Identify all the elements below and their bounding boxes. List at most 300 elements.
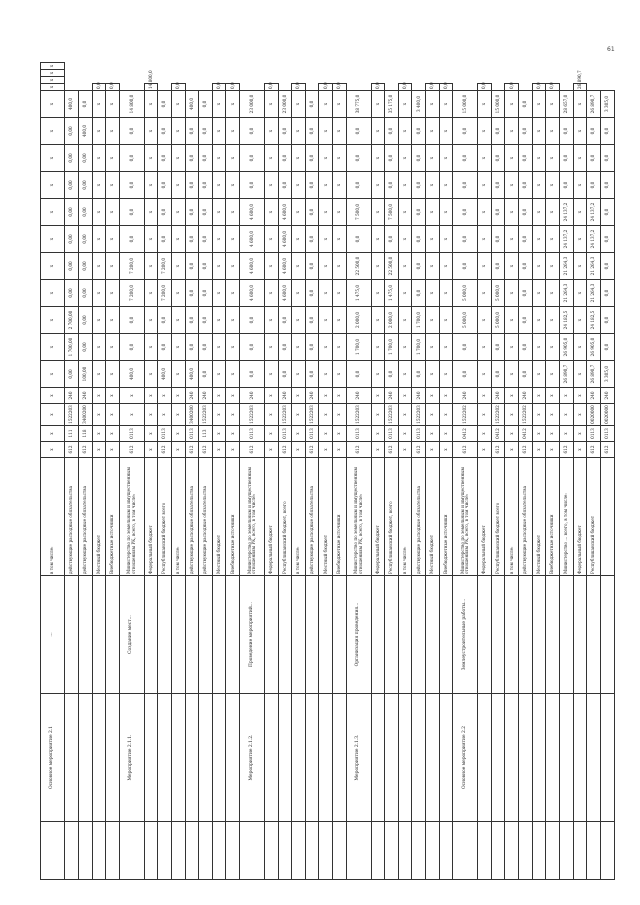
table-cell: х <box>144 199 158 226</box>
table-cell: х <box>264 172 278 199</box>
table-cell: 0,0 <box>519 172 533 199</box>
table-cell: 0,0 <box>106 84 120 91</box>
table-cell <box>398 694 412 822</box>
table-cell: 1522203 <box>305 404 319 426</box>
table-row <box>371 63 385 880</box>
table-cell: х <box>439 361 453 388</box>
table-cell: х <box>292 199 306 226</box>
table-cell <box>199 576 213 694</box>
table-cell: х <box>371 226 385 253</box>
table-cell: 0,00 <box>65 199 79 226</box>
table-cell: х <box>398 91 412 118</box>
table-cell: 0113 <box>185 426 199 442</box>
table-cell <box>505 576 519 694</box>
table-cell: х <box>333 145 347 172</box>
table-cell: 0,0 <box>185 145 199 172</box>
table-cell: 0,00 <box>65 280 79 307</box>
table-cell: 0,0 <box>305 226 319 253</box>
table-cell: х <box>478 199 492 226</box>
page-number: 61 <box>607 46 615 53</box>
table-cell: 0,0 <box>240 172 265 199</box>
table-cell: 0,0 <box>199 199 213 226</box>
table-cell: х <box>92 361 106 388</box>
table-cell <box>505 822 519 880</box>
table-cell: 0,0 <box>199 145 213 172</box>
table-cell: 0,0 <box>278 334 292 361</box>
table-cell: 22 500,0 <box>385 253 399 280</box>
table-cell: 24 182,5 <box>587 307 601 334</box>
table-row <box>573 63 587 880</box>
table-cell <box>264 822 278 880</box>
table-cell: х <box>532 199 546 226</box>
table-cell: 0,0 <box>453 361 478 388</box>
table-cell <box>426 576 440 694</box>
table-cell: 0,0 <box>199 307 213 334</box>
table-row <box>199 63 213 880</box>
table-cell: 0,0 <box>385 118 399 145</box>
table-cell: х <box>292 145 306 172</box>
table-cell <box>426 694 440 822</box>
table-cell: х <box>333 426 347 442</box>
table-cell <box>278 694 292 822</box>
table-cell: 0412 <box>519 426 533 442</box>
table-cell: х <box>319 280 333 307</box>
table-cell: 0,0 <box>305 280 319 307</box>
table-cell: 2 000,0 <box>346 307 371 334</box>
table-cell: х <box>212 442 226 458</box>
table-cell: х <box>171 334 185 361</box>
table-row <box>532 63 546 880</box>
table-row <box>144 63 158 880</box>
table-cell: 0,0 <box>185 253 199 280</box>
table-cell: 0,0 <box>264 84 278 91</box>
table-cell: 0,0 <box>519 334 533 361</box>
table-cell <box>92 576 106 694</box>
table-cell: х <box>426 388 440 404</box>
table-cell: х <box>41 388 65 404</box>
table-cell <box>199 822 213 880</box>
table-cell: 0,0 <box>199 280 213 307</box>
table-cell: х <box>92 334 106 361</box>
table-cell: 0,00 <box>65 226 79 253</box>
table-cell: х <box>426 118 440 145</box>
table-cell <box>212 694 226 822</box>
table-cell: х <box>439 388 453 404</box>
table-cell: х <box>532 253 546 280</box>
table-cell: 0,00 <box>78 145 92 172</box>
table-cell: х <box>426 442 440 458</box>
table-cell: 0,0 <box>519 199 533 226</box>
table-cell: 0,00 <box>78 334 92 361</box>
table-cell <box>600 694 614 822</box>
table-cell: х <box>144 172 158 199</box>
table-cell: 612 <box>519 442 533 458</box>
table-cell: 0,0 <box>412 199 426 226</box>
table-cell: х <box>439 426 453 442</box>
table-cell: Местный бюджет <box>212 458 226 576</box>
table-cell: в том числе: <box>292 458 306 576</box>
table-cell: х <box>41 91 65 118</box>
table-cell: х <box>371 199 385 226</box>
table-cell: Министерство по земельным и имущественным отношениям РК, всего, в том числе: <box>240 458 265 576</box>
table-cell: 612 <box>278 442 292 458</box>
table-cell: 0,0 <box>519 91 533 118</box>
table-cell: 3 400,0 <box>412 91 426 118</box>
table-cell: 0,0 <box>305 307 319 334</box>
table-cell: х <box>426 145 440 172</box>
table-cell: х <box>333 226 347 253</box>
table-cell: х <box>41 280 65 307</box>
table-cell <box>532 694 546 822</box>
table-cell: 0,0 <box>587 172 601 199</box>
table-cell: действующие расходные обязательства <box>519 458 533 576</box>
table-cell: х <box>398 361 412 388</box>
table-cell: х <box>92 307 106 334</box>
table-cell: х <box>333 118 347 145</box>
table-cell: 0,0 <box>371 84 385 91</box>
table-cell: 400,0 <box>185 91 199 118</box>
table-row <box>292 63 306 880</box>
table-cell: 0,0 <box>333 84 347 91</box>
table-cell: 0,0 <box>600 253 614 280</box>
table-cell: 0,0 <box>587 145 601 172</box>
table-cell: х <box>171 442 185 458</box>
table-cell <box>171 694 185 822</box>
table-cell: х <box>171 307 185 334</box>
table-cell: 21 264,3 <box>560 280 574 307</box>
table-cell <box>106 694 120 822</box>
table-cell: х <box>333 280 347 307</box>
table-cell: х <box>319 361 333 388</box>
table-cell: х <box>319 226 333 253</box>
table-cell: х <box>398 307 412 334</box>
table-cell: х <box>532 388 546 404</box>
table-cell: х <box>573 253 587 280</box>
table-cell: 240 <box>519 388 533 404</box>
table-cell: х <box>158 388 172 404</box>
table-cell: Местный бюджет <box>92 458 106 576</box>
table-cell: 24 137,2 <box>560 226 574 253</box>
table-cell <box>226 576 240 694</box>
table-cell: х <box>319 404 333 426</box>
table-cell <box>478 822 492 880</box>
table-cell: 0,0 <box>532 84 546 91</box>
table-cell: 4 600,0 <box>240 280 265 307</box>
table-cell: 1 475,0 <box>385 280 399 307</box>
table-cell: 24 137,2 <box>587 226 601 253</box>
table-cell: 0,00 <box>65 118 79 145</box>
table-cell: 0,0 <box>412 226 426 253</box>
table-cell <box>371 822 385 880</box>
table-cell: х <box>573 280 587 307</box>
table-cell: х <box>426 172 440 199</box>
table-cell: 1522203 <box>278 404 292 426</box>
table-cell: х <box>371 442 385 458</box>
table-cell: х <box>292 118 306 145</box>
table-cell: 612 <box>119 442 144 458</box>
table-cell <box>426 822 440 880</box>
table-cell: х <box>226 172 240 199</box>
table-cell: Внебюджетные источники <box>106 458 120 576</box>
table-cell: 0,0 <box>305 253 319 280</box>
table-cell: х <box>546 404 560 426</box>
table-cell: 4 600,0 <box>240 253 265 280</box>
table-cell: 0,0 <box>78 91 92 118</box>
table-row <box>106 63 120 880</box>
table-cell <box>106 822 120 880</box>
table-cell: в том числе: <box>41 458 65 576</box>
table-cell: 0,0 <box>412 145 426 172</box>
table-cell: 22 500,0 <box>346 253 371 280</box>
table-cell: х <box>171 226 185 253</box>
table-cell <box>65 576 79 694</box>
table-cell: х <box>106 426 120 442</box>
table-cell: х <box>212 361 226 388</box>
table-cell: 0,0 <box>119 226 144 253</box>
table-cell: х <box>371 334 385 361</box>
table-cell: х <box>292 388 306 404</box>
table-cell <box>305 576 319 694</box>
table-cell: 240 <box>453 388 478 404</box>
table-cell: х <box>92 172 106 199</box>
table-cell: Федеральный бюджет <box>478 458 492 576</box>
table-cell: 1 475,0 <box>346 280 371 307</box>
table-cell: Землеустроительные работы... <box>453 576 478 694</box>
table-cell: х <box>532 404 546 426</box>
table-cell: х <box>92 253 106 280</box>
table-cell: х <box>478 307 492 334</box>
table-cell: х <box>292 334 306 361</box>
table-cell <box>78 694 92 822</box>
table-cell: 0,0 <box>305 91 319 118</box>
table-cell <box>119 822 144 880</box>
table-cell: 0,0 <box>453 199 478 226</box>
table-cell: х <box>171 91 185 118</box>
table-cell: 0,0 <box>292 84 306 91</box>
table-cell: 1522203 <box>199 404 213 426</box>
table-cell: х <box>546 253 560 280</box>
table-cell: х <box>144 91 158 118</box>
table-cell: х <box>292 172 306 199</box>
table-cell <box>546 576 560 694</box>
table-cell: х <box>144 226 158 253</box>
table-cell: х <box>41 307 65 334</box>
table-row <box>212 63 226 880</box>
table-cell: х <box>532 91 546 118</box>
table-cell: 0113 <box>600 426 614 442</box>
table-cell: х <box>212 145 226 172</box>
table-cell: 0412 <box>491 426 505 442</box>
table-cell: 0113 <box>412 426 426 442</box>
table-cell <box>292 822 306 880</box>
table-cell: х <box>226 426 240 442</box>
table-cell: 0,0 <box>158 91 172 118</box>
table-cell: 0,0 <box>278 307 292 334</box>
table-cell: 0113 <box>587 426 601 442</box>
table-cell: х <box>212 199 226 226</box>
table-cell: х <box>106 280 120 307</box>
table-cell: х <box>264 388 278 404</box>
table-cell: 612 <box>158 442 172 458</box>
table-cell: х <box>226 361 240 388</box>
table-cell: 0,00 <box>78 280 92 307</box>
table-cell: х <box>371 280 385 307</box>
table-cell: 0,0 <box>491 199 505 226</box>
table-cell: х <box>478 226 492 253</box>
table-cell: в том числе: <box>171 458 185 576</box>
table-cell: х <box>478 118 492 145</box>
table-cell: 113 <box>199 426 213 442</box>
table-cell: х <box>532 442 546 458</box>
table-cell: х <box>106 307 120 334</box>
table-cell: 38 775,0 <box>346 91 371 118</box>
table-cell: 100,00 <box>78 361 92 388</box>
table-cell: Федеральный бюджет <box>573 458 587 576</box>
table-cell: 0,0 <box>491 118 505 145</box>
table-cell: х <box>212 388 226 404</box>
table-cell: Республиканский бюджет всего <box>491 458 505 576</box>
table-cell: 0,0 <box>185 226 199 253</box>
table-cell: х <box>319 253 333 280</box>
table-cell: х <box>264 253 278 280</box>
table-cell <box>78 576 92 694</box>
table-cell: х <box>41 226 65 253</box>
table-cell: 0,0 <box>478 84 492 91</box>
table-cell: 612 <box>491 442 505 458</box>
table-cell: х <box>439 307 453 334</box>
table-cell <box>439 694 453 822</box>
table-cell: х <box>264 280 278 307</box>
table-cell: 7 200,0 <box>158 253 172 280</box>
table-row <box>319 63 333 880</box>
table-cell: Министерство по земельным и имущественным отношениям РК, всего, в том числе: <box>119 458 144 576</box>
table-cell: 1522203 <box>385 404 399 426</box>
table-cell: х <box>292 226 306 253</box>
table-cell: 0,00 <box>65 172 79 199</box>
table-cell: 0,0 <box>171 84 185 91</box>
table-cell: Внебюджетные источники <box>546 458 560 576</box>
table-cell: х <box>171 199 185 226</box>
table-cell <box>319 822 333 880</box>
table-cell: х <box>92 442 106 458</box>
table-cell: 0,0 <box>560 145 574 172</box>
table-cell: х <box>546 361 560 388</box>
table-cell <box>600 822 614 880</box>
table-cell: 0,0 <box>453 172 478 199</box>
table-cell: х <box>92 404 106 426</box>
table-cell: х <box>398 172 412 199</box>
table-cell: х <box>439 118 453 145</box>
table-row <box>546 63 560 880</box>
table-cell: 0,0 <box>119 118 144 145</box>
table-row <box>505 63 519 880</box>
table-cell: 0113 <box>240 426 265 442</box>
table-cell: 7 200,0 <box>158 280 172 307</box>
table-row <box>119 63 144 880</box>
table-cell: х <box>171 253 185 280</box>
table-cell: 0,0 <box>491 226 505 253</box>
table-cell: 0,0 <box>119 307 144 334</box>
table-cell: 0020000 <box>600 404 614 426</box>
table-cell: 1 700,0 <box>412 307 426 334</box>
table-row <box>333 63 347 880</box>
table-cell: х <box>144 118 158 145</box>
table-cell: х <box>505 442 519 458</box>
table-cell: х <box>226 118 240 145</box>
table-cell: х <box>478 253 492 280</box>
table-cell: 0,0 <box>519 118 533 145</box>
table-cell: х <box>333 307 347 334</box>
table-cell: х <box>106 388 120 404</box>
table-cell: х <box>333 388 347 404</box>
table-cell: 0,0 <box>158 226 172 253</box>
table-cell: х <box>398 226 412 253</box>
table-row <box>560 63 574 880</box>
table-cell: 0,0 <box>439 84 453 91</box>
table-cell: х <box>41 253 65 280</box>
table-cell: х <box>505 91 519 118</box>
table-cell: 400,0 <box>65 91 79 118</box>
table-cell: 0,0 <box>278 172 292 199</box>
table-cell: 0,0 <box>519 307 533 334</box>
table-cell: х <box>292 253 306 280</box>
table-cell: х <box>478 404 492 426</box>
table-cell: Внебюджетные источники <box>333 458 347 576</box>
table-row <box>278 63 292 880</box>
table-cell: х <box>573 361 587 388</box>
table-cell <box>519 576 533 694</box>
table-cell <box>371 576 385 694</box>
table-cell: 0,0 <box>278 118 292 145</box>
table-cell: х <box>319 334 333 361</box>
table-cell: х <box>144 426 158 442</box>
table-cell: 0,0 <box>240 334 265 361</box>
table-cell: х <box>92 199 106 226</box>
table-cell: 5 000,0 <box>491 307 505 334</box>
table-cell: 612 <box>199 442 213 458</box>
table-cell: Министерство по земельным и имущественным отношениям РК, всего, в том числе: <box>346 458 371 576</box>
table-cell: х <box>292 280 306 307</box>
table-cell: х <box>532 307 546 334</box>
table-cell: 4 600,0 <box>240 226 265 253</box>
table-cell: 612 <box>412 442 426 458</box>
table-cell: 0,0 <box>453 226 478 253</box>
table-cell: 0,0 <box>412 361 426 388</box>
table-cell: х <box>426 334 440 361</box>
table-cell: х <box>264 118 278 145</box>
table-cell: 1522202 <box>453 404 478 426</box>
table-cell: х <box>144 307 158 334</box>
table-cell: 240 <box>346 388 371 404</box>
table-cell: 0,0 <box>385 145 399 172</box>
table-cell: 240 <box>199 388 213 404</box>
table-cell <box>185 822 199 880</box>
table-cell: 0,0 <box>491 172 505 199</box>
table-cell: х <box>398 253 412 280</box>
table-cell: х <box>439 404 453 426</box>
table-cell: х <box>41 442 65 458</box>
table-cell: 24 137,2 <box>560 199 574 226</box>
table-cell: х <box>546 388 560 404</box>
table-cell: х <box>106 442 120 458</box>
table-cell: 240 <box>412 388 426 404</box>
table-cell <box>439 822 453 880</box>
table-cell: 118 <box>78 426 92 442</box>
table-cell: 15 000,0 <box>491 91 505 118</box>
table-cell: х <box>264 426 278 442</box>
table-cell: х <box>41 172 65 199</box>
table-cell: 0,0 <box>199 172 213 199</box>
